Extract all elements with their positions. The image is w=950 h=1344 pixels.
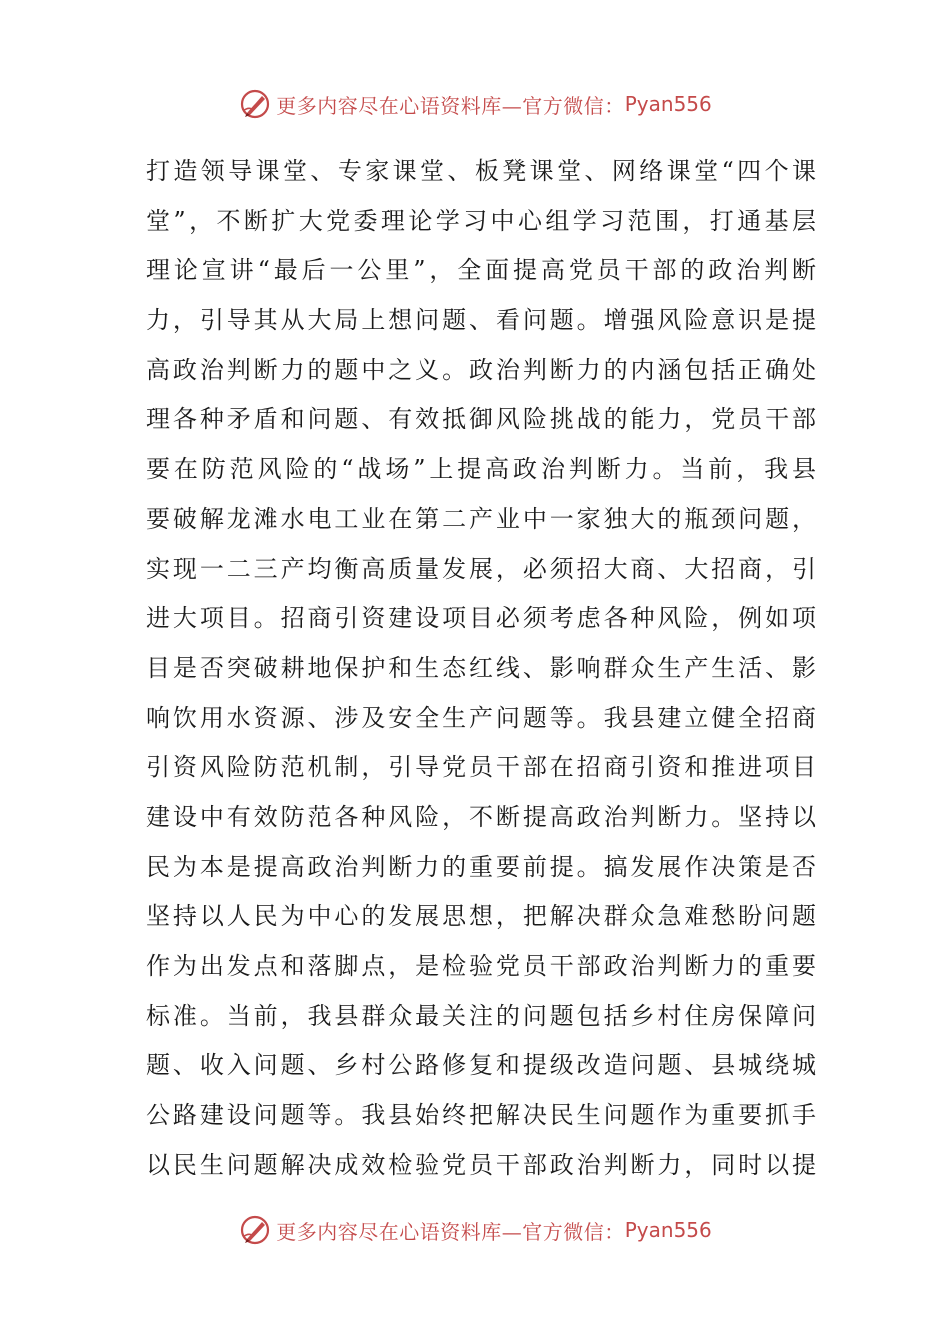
body-text-line: 打造领导课堂、专家课堂、板凳课堂、网络课堂“四个课	[146, 157, 816, 185]
watermark-wechat-id: Pyan556	[624, 1218, 712, 1242]
body-text-line: 进大项目。招商引资建设项目必须考虑各种风险，例如项	[146, 604, 816, 633]
body-text-line: 题、收入问题、乡村公路修复和提级改造问题、县城绕城	[146, 1051, 816, 1080]
body-text-line: 理论宣讲“最后一公里”，全面提高党员干部的政治判断	[146, 256, 816, 285]
body-text-line: 作为出发点和落脚点，是检验党员干部政治判断力的重要	[146, 952, 816, 980]
watermark-header	[0, 84, 950, 124]
body-text-line: 建设中有效防范各种风险，不断提高政治判断力。坚持以	[146, 802, 816, 831]
body-text-line: 理各种矛盾和问题、有效抵御风险挑战的能力，党员干部	[146, 405, 816, 434]
body-text-line: 高政治判断力的题中之义。政治判断力的内涵包括正确处	[146, 355, 816, 384]
body-text-line: 以民生问题解决成效检验党员干部政治判断力，同时以提	[146, 1150, 816, 1179]
body-text-line: 标准。当前，我县群众最关注的问题包括乡村住房保障问	[146, 1001, 816, 1030]
body-text-line: 实现一二三产均衡高质量发展，必须招大商、大招商，引	[146, 554, 816, 583]
body-text-line: 坚持以人民为中心的发展思想，把解决群众急难愁盼问题	[146, 902, 816, 931]
watermark-footer	[0, 1210, 950, 1250]
body-text-line: 要在防范风险的“战场”上提高政治判断力。当前，我县	[146, 455, 816, 484]
watermark-text: 更多内容尽在心语资料库—官方微信：	[276, 93, 625, 118]
body-text-line: 力，引导其从大局上想问题、看问题。增强风险意识是提	[146, 306, 816, 335]
watermark-wechat-id: Pyan556	[624, 92, 712, 116]
body-text-line: 目是否突破耕地保护和生态红线、影响群众生产生活、影	[146, 653, 816, 682]
body-text-line: 要破解龙滩水电工业在第二产业中一家独大的瓶颈问题，	[146, 504, 816, 533]
pen-logo-icon	[238, 87, 272, 121]
body-text-line: 引资风险防范机制，引导党员干部在招商引资和推进项目	[146, 753, 816, 782]
pen-logo-icon	[238, 1213, 272, 1247]
body-text-line: 堂”，不断扩大党委理论学习中心组学习范围，打通基层	[146, 206, 816, 235]
body-text-line: 民为本是提高政治判断力的重要前提。搞发展作决策是否	[146, 852, 816, 881]
watermark-text: 更多内容尽在心语资料库—官方微信：	[276, 1219, 625, 1244]
body-text-line: 公路建设问题等。我县始终把解决民生问题作为重要抓手	[146, 1101, 816, 1130]
body-text-line: 响饮用水资源、涉及安全生产问题等。我县建立健全招商	[146, 703, 816, 732]
document-body	[146, 147, 816, 1190]
